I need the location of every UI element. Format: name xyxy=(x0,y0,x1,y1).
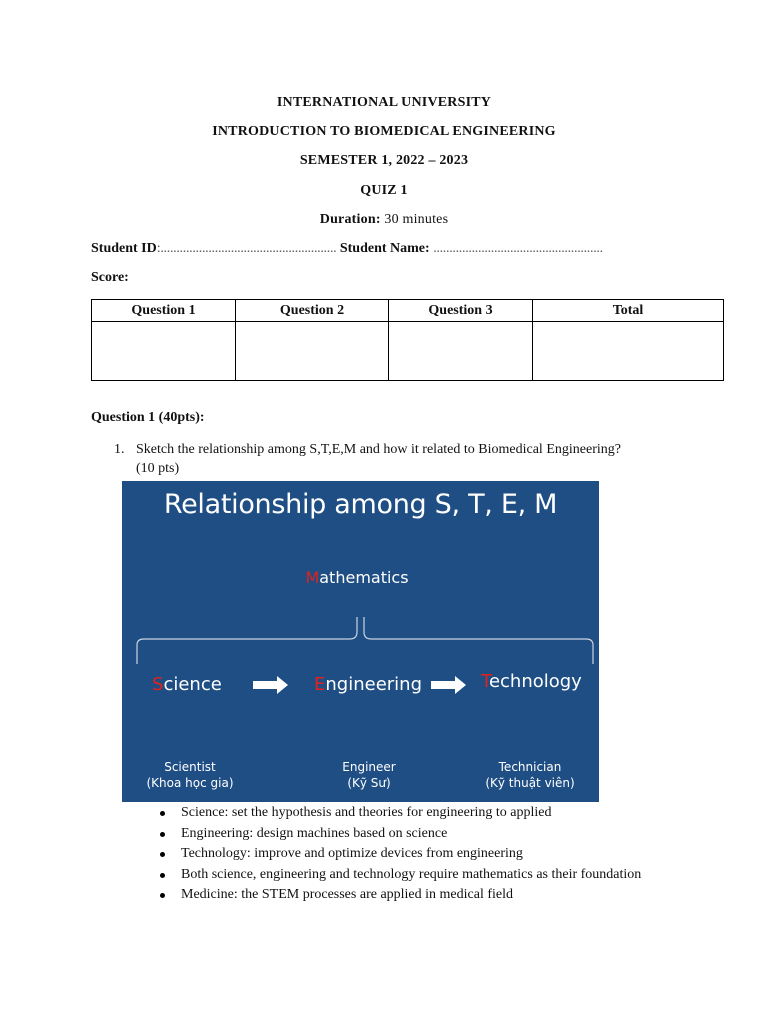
question-item-line-2: (10 pts) xyxy=(136,461,180,476)
bullet-text: Technology: improve and optimize devices from engineering xyxy=(181,846,523,861)
score-col-question-1: Question 1 xyxy=(92,300,236,322)
student-name-field[interactable]: ..................................................... xyxy=(433,241,603,256)
arrow-right-icon xyxy=(431,675,467,695)
student-id-label: Student ID xyxy=(91,241,157,256)
mathematics-rest: athematics xyxy=(319,568,409,587)
bullet-text: Science: set the hypothesis and theories for engineering to applied xyxy=(181,805,552,820)
slide-engineering xyxy=(314,674,422,695)
list-item xyxy=(160,824,740,845)
score-cell-question-3[interactable] xyxy=(389,322,533,381)
question-1-heading: Question 1 (40pts): xyxy=(91,410,205,425)
curly-brace-icon xyxy=(136,615,594,665)
science-initial: S xyxy=(152,674,164,695)
role-scientist-vi: (Khoa học gia) xyxy=(146,776,234,790)
course-title: INTRODUCTION TO BIOMEDICAL ENGINEERING xyxy=(212,124,556,139)
score-col-question-3: Question 3 xyxy=(389,300,533,322)
question-item-text xyxy=(136,440,716,478)
role-scientist-en: Scientist xyxy=(164,760,216,774)
slide-science xyxy=(152,674,222,695)
semester-line: SEMESTER 1, 2022 – 2023 xyxy=(299,153,469,168)
role-engineer-vi: (Kỹ Sư) xyxy=(347,776,391,790)
role-technician-en: Technician xyxy=(498,760,562,774)
science-rest: cience xyxy=(163,674,222,695)
arrow-right-icon xyxy=(253,675,289,695)
list-item xyxy=(160,865,740,886)
stem-relationship-slide xyxy=(122,481,599,802)
mathematics-initial: M xyxy=(305,568,320,587)
role-scientist xyxy=(140,759,240,791)
student-id-field[interactable]: :....................................................... xyxy=(156,241,337,256)
score-col-total: Total xyxy=(533,300,724,322)
technology-rest: echnology xyxy=(488,671,582,692)
score-cell-question-2[interactable] xyxy=(236,322,389,381)
bullet-text: Both science, engineering and technology require mathematics as their foundation xyxy=(181,866,642,882)
quiz-title: QUIZ 1 xyxy=(360,183,408,198)
slide-title: Relationship among S, T, E, M xyxy=(163,489,558,520)
student-info-line xyxy=(91,241,731,257)
bullet-icon xyxy=(160,832,165,837)
bullet-icon xyxy=(160,852,165,857)
bullet-text: Engineering: design machines based on science xyxy=(181,825,448,841)
bullet-text: Medicine: the STEM processes are applied in medical field xyxy=(181,887,514,902)
role-engineer xyxy=(319,759,419,791)
score-col-question-2: Question 2 xyxy=(236,300,389,322)
list-item xyxy=(160,844,740,865)
list-item xyxy=(160,803,740,824)
engineering-initial: E xyxy=(314,674,326,695)
technology-initial: T xyxy=(481,671,489,692)
question-item-number: 1. xyxy=(114,442,125,457)
score-table-row xyxy=(92,322,724,381)
score-table-header xyxy=(92,300,724,322)
duration-value: 30 minutes xyxy=(384,212,449,227)
question-item-line-1: Sketch the relationship among S,T,E,M and how it related to Biomedical Engineering? xyxy=(136,442,621,457)
score-cell-total[interactable] xyxy=(533,322,724,381)
bullet-icon xyxy=(160,893,165,898)
score-table xyxy=(91,299,724,381)
score-label: Score: xyxy=(91,270,129,285)
role-technician-vi: (Kỹ thuật viên) xyxy=(485,776,575,790)
student-name-label: Student Name: xyxy=(339,241,430,256)
slide-mathematics xyxy=(122,568,592,587)
duration-line xyxy=(0,212,768,228)
score-cell-question-1[interactable] xyxy=(92,322,236,381)
role-technician xyxy=(470,759,590,791)
bullet-icon xyxy=(160,873,165,878)
answer-bullet-list xyxy=(160,803,740,906)
list-item xyxy=(160,885,740,906)
university-name: INTERNATIONAL UNIVERSITY xyxy=(276,95,492,110)
role-engineer-en: Engineer xyxy=(342,760,396,774)
duration-label: Duration: xyxy=(319,212,381,227)
slide-technology xyxy=(481,671,582,692)
bullet-icon xyxy=(160,811,165,816)
engineering-rest: ngineering xyxy=(325,674,423,695)
